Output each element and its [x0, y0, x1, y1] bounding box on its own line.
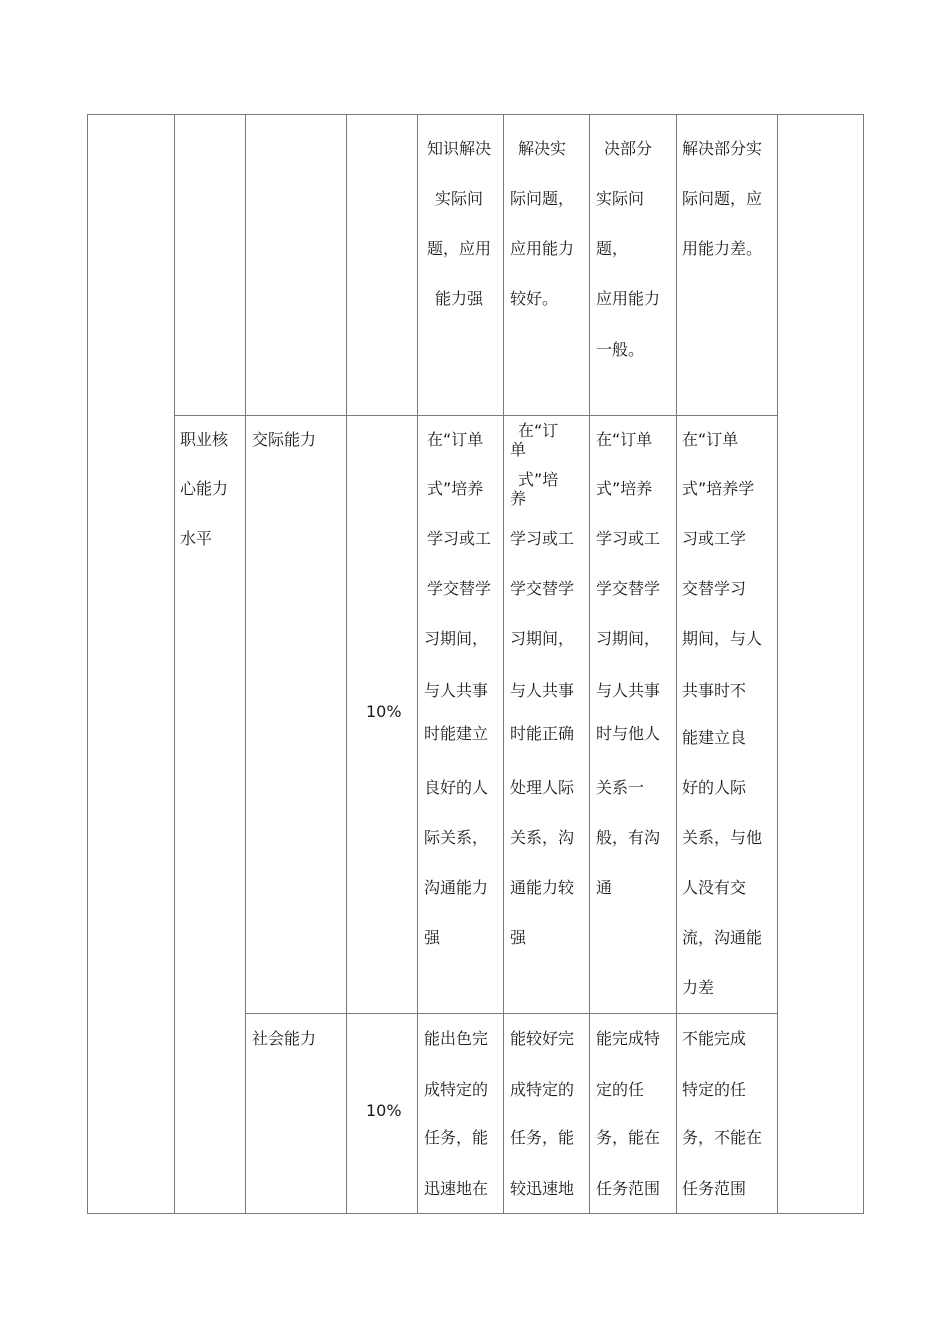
- cell-text: 际关系，: [424, 828, 489, 847]
- subcategory-label: 交际能力: [252, 430, 317, 449]
- col-border: [174, 114, 175, 1214]
- cell-text: 般，有沟: [596, 828, 661, 847]
- cell-text: 处理人际: [510, 778, 575, 797]
- row-divider: [174, 415, 777, 416]
- cell-text: 务，不能在: [682, 1128, 763, 1147]
- cell-text: 较迅速地: [510, 1179, 575, 1198]
- col-border: [87, 114, 88, 1214]
- col-border: [863, 114, 864, 1214]
- row-divider: [245, 1013, 777, 1014]
- col-border: [245, 114, 246, 1214]
- col-border: [503, 114, 504, 1214]
- cell-text: 务，能在: [596, 1128, 661, 1147]
- col-border: [676, 114, 677, 1214]
- cell-text: 任务范围: [682, 1179, 747, 1198]
- cell-text: 能力强: [435, 289, 484, 308]
- cell-text: 题，: [596, 239, 629, 258]
- cell-text: 良好的人: [424, 778, 489, 797]
- cell-text: 能完成特: [596, 1029, 661, 1048]
- cell-text: 际问题，: [510, 189, 575, 208]
- cell-text: 实际问: [596, 189, 645, 208]
- category-text: 水平: [180, 529, 213, 548]
- cell-text: 任务，能: [510, 1128, 575, 1147]
- cell-text: 学习或工: [510, 529, 575, 548]
- cell-text: 不能完成: [682, 1029, 747, 1048]
- col-border: [589, 114, 590, 1214]
- cell-text: 一般。: [596, 340, 645, 359]
- weight-value: 10%: [366, 1101, 402, 1120]
- cell-text: 学习或工: [596, 529, 661, 548]
- col-border: [777, 114, 778, 1214]
- cell-text: 好的人际: [682, 778, 747, 797]
- cell-text: 通: [596, 878, 613, 897]
- col-border: [417, 114, 418, 1214]
- cell-text: 际问题，应: [682, 189, 763, 208]
- cell-text: 式”培养: [427, 479, 484, 498]
- cell-text: 较好。: [510, 289, 559, 308]
- cell-text: 学交替学: [427, 579, 492, 598]
- cell-text: 人没有交: [682, 878, 747, 897]
- cell-text: 在“订单: [596, 430, 653, 449]
- cell-text: 与人共事: [596, 681, 661, 700]
- cell-text: 养: [510, 489, 527, 508]
- cell-text: 式”培养学: [682, 479, 755, 498]
- table-top-border: [87, 114, 864, 115]
- cell-text: 强: [424, 928, 441, 947]
- cell-text: 共事时不: [682, 681, 747, 700]
- cell-text: 迅速地在: [424, 1179, 489, 1198]
- category-text: 心能力: [180, 479, 229, 498]
- cell-text: 在“订: [518, 421, 559, 440]
- cell-text: 沟通能力: [424, 878, 489, 897]
- cell-text: 与人共事: [510, 681, 575, 700]
- cell-text: 能较好完: [510, 1029, 575, 1048]
- cell-text: 成特定的: [424, 1080, 489, 1099]
- cell-text: 单: [510, 440, 527, 459]
- cell-text: 实际问: [435, 189, 484, 208]
- cell-text: 学习或工: [427, 529, 492, 548]
- cell-text: 强: [510, 928, 527, 947]
- cell-text: 学交替学: [510, 579, 575, 598]
- cell-text: 定的任: [596, 1080, 645, 1099]
- cell-text: 成特定的: [510, 1080, 575, 1099]
- cell-text: 应用能力: [510, 239, 575, 258]
- cell-text: 解决部分实: [682, 139, 763, 158]
- cell-text: 时与他人: [596, 724, 661, 743]
- col-border: [346, 114, 347, 1214]
- cell-text: 任务，能: [424, 1128, 489, 1147]
- subcategory-label: 社会能力: [252, 1029, 317, 1048]
- cell-text: 式”培: [518, 470, 559, 489]
- cell-text: 习或工学: [682, 529, 747, 548]
- cell-text: 能建立良: [682, 728, 747, 747]
- cell-text: 学交替学: [596, 579, 661, 598]
- cell-text: 与人共事: [424, 681, 489, 700]
- cell-text: 在“订单: [427, 430, 484, 449]
- cell-text: 习期间，: [596, 629, 661, 648]
- cell-text: 特定的任: [682, 1080, 747, 1099]
- cell-text: 任务范围: [596, 1179, 661, 1198]
- cell-text: 关系，沟: [510, 828, 575, 847]
- table-bottom-border: [87, 1213, 864, 1214]
- cell-text: 期间，与人: [682, 629, 763, 648]
- cell-text: 应用能力: [596, 289, 661, 308]
- cell-text: 解决实: [518, 139, 567, 158]
- category-text: 职业核: [180, 430, 229, 449]
- cell-text: 用能力差。: [682, 239, 763, 258]
- cell-text: 交替学习: [682, 579, 747, 598]
- cell-text: 习期间，: [424, 629, 489, 648]
- cell-text: 流，沟通能: [682, 928, 763, 947]
- cell-text: 在“订单: [682, 430, 739, 449]
- cell-text: 能出色完: [424, 1029, 489, 1048]
- cell-text: 关系，与他: [682, 828, 763, 847]
- cell-text: 通能力较: [510, 878, 575, 897]
- cell-text: 习期间，: [510, 629, 575, 648]
- cell-text: 时能正确: [510, 724, 575, 743]
- cell-text: 题，应用: [427, 239, 492, 258]
- weight-value: 10%: [366, 702, 402, 721]
- cell-text: 时能建立: [424, 724, 489, 743]
- cell-text: 知识解决: [427, 139, 492, 158]
- cell-text: 力差: [682, 978, 715, 997]
- cell-text: 决部分: [604, 139, 653, 158]
- cell-text: 式”培养: [596, 479, 653, 498]
- cell-text: 关系一: [596, 778, 645, 797]
